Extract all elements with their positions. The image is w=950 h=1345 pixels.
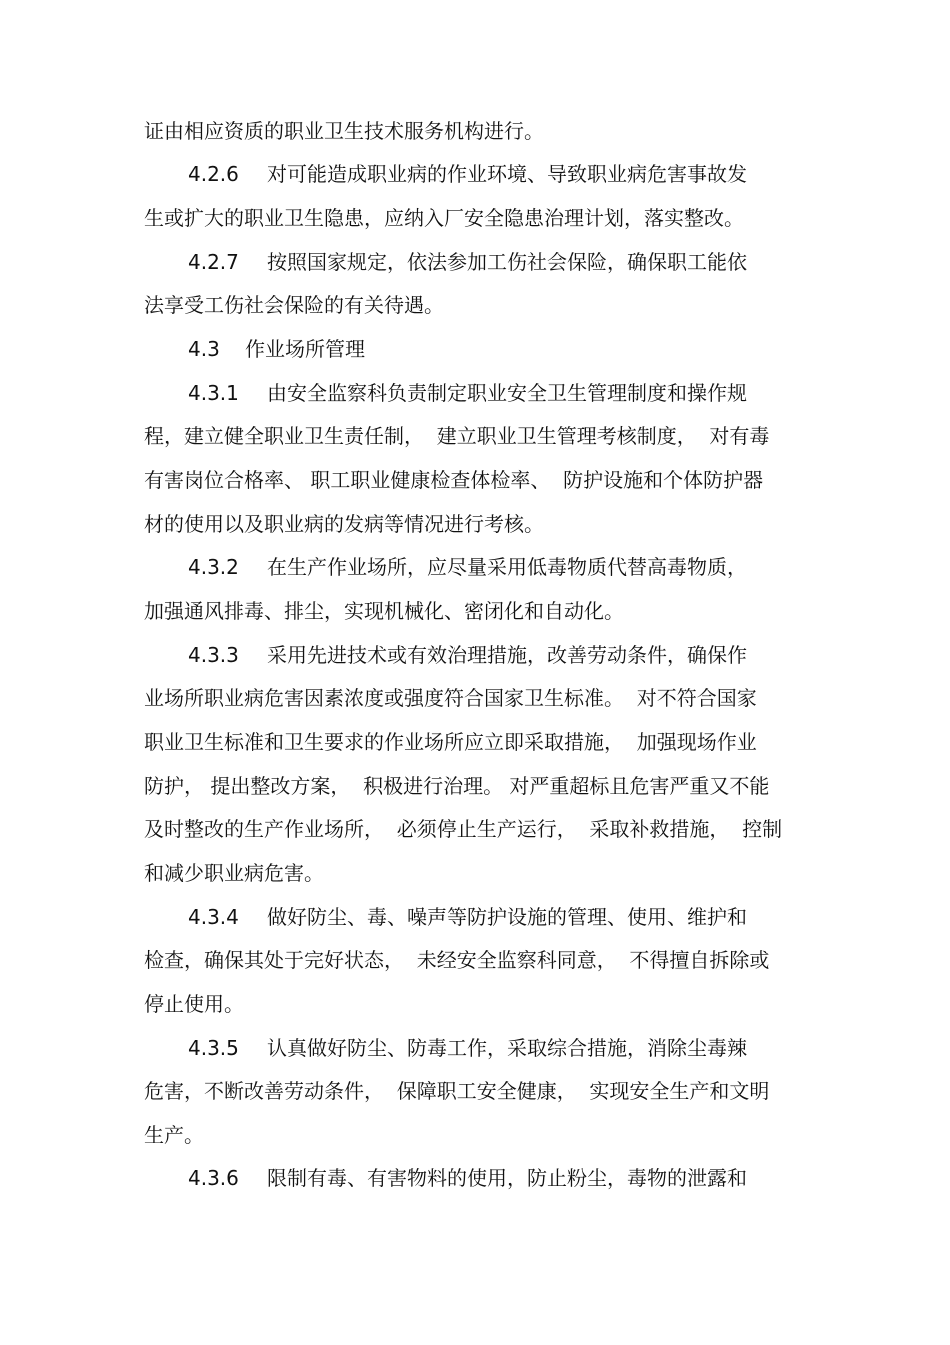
section-number: 4.3 xyxy=(188,337,220,361)
line-text: 职业卫生标准和卫生要求的作业场所应立即采取措施， 加强现场作业 xyxy=(144,730,757,754)
text-line xyxy=(0,116,950,146)
line-text: 有害岗位合格率、 职工职业健康检查体检率、 防护设施和个体防护器 xyxy=(144,468,764,492)
clause-number: 4.3.6 xyxy=(188,1166,239,1190)
text-line xyxy=(0,596,950,626)
clause-4-3-2 xyxy=(0,552,950,582)
clause-4-3-6 xyxy=(0,1163,950,1193)
clause-4-2-6 xyxy=(0,159,950,189)
line-text: 危害，不断改善劳动条件， 保障职工安全健康， 实现安全生产和文明 xyxy=(144,1079,770,1103)
text-line xyxy=(0,814,950,844)
clause-4-2-7 xyxy=(0,247,950,277)
text-line xyxy=(0,509,950,539)
line-text: 加强通风排毒、排尘，实现机械化、密闭化和自动化。 xyxy=(144,599,624,623)
clause-number: 4.3.3 xyxy=(188,643,239,667)
clause-number: 4.2.7 xyxy=(188,250,239,274)
clause-number: 4.3.2 xyxy=(188,555,239,579)
line-text: 防护， 提出整改方案， 积极进行治理。 对严重超标且危害严重又不能 xyxy=(144,774,770,798)
clause-number: 4.3.5 xyxy=(188,1036,239,1060)
line-text: 生或扩大的职业卫生隐患，应纳入厂安全隐患治理计划，落实整改。 xyxy=(144,206,744,230)
text-line xyxy=(0,1076,950,1106)
section-heading-4-3 xyxy=(0,334,950,364)
text-line xyxy=(0,945,950,975)
line-text: 采用先进技术或有效治理措施，改善劳动条件，确保作 xyxy=(267,643,747,667)
line-text: 证由相应资质的职业卫生技术服务机构进行。 xyxy=(144,119,544,143)
line-text: 业场所职业病危害因素浓度或强度符合国家卫生标准。 对不符合国家 xyxy=(144,686,757,710)
line-text: 及时整改的生产作业场所， 必须停止生产运行， 采取补救措施， 控制 xyxy=(144,817,783,841)
line-text: 按照国家规定，依法参加工伤社会保险，确保职工能依 xyxy=(267,250,747,274)
line-text: 材的使用以及职业病的发病等情况进行考核。 xyxy=(144,512,544,536)
line-text: 检查，确保其处于完好状态， 未经安全监察科同意， 不得擅自拆除或 xyxy=(144,948,770,972)
text-line xyxy=(0,290,950,320)
text-line xyxy=(0,421,950,451)
line-text: 和减少职业病危害。 xyxy=(144,861,324,885)
line-text: 在生产作业场所，应尽量采用低毒物质代替高毒物质， xyxy=(267,555,747,579)
line-text: 生产。 xyxy=(144,1123,204,1147)
text-line xyxy=(0,771,950,801)
text-line xyxy=(0,858,950,888)
clause-4-3-5 xyxy=(0,1033,950,1063)
text-line xyxy=(0,727,950,757)
text-line xyxy=(0,465,950,495)
clause-4-3-1 xyxy=(0,378,950,408)
line-text: 对可能造成职业病的作业环境、导致职业病危害事故发 xyxy=(267,162,747,186)
text-line xyxy=(0,1120,950,1150)
line-text: 停止使用。 xyxy=(144,992,244,1016)
line-text: 做好防尘、毒、噪声等防护设施的管理、使用、维护和 xyxy=(267,905,747,929)
clause-number: 4.3.1 xyxy=(188,381,239,405)
line-text: 程，建立健全职业卫生责任制， 建立职业卫生管理考核制度， 对有毒 xyxy=(144,424,770,448)
clause-4-3-4 xyxy=(0,902,950,932)
line-text: 由安全监察科负责制定职业安全卫生管理制度和操作规 xyxy=(267,381,747,405)
line-text: 法享受工伤社会保险的有关待遇。 xyxy=(144,293,444,317)
clause-number: 4.3.4 xyxy=(188,905,239,929)
clause-number: 4.2.6 xyxy=(188,162,239,186)
line-text: 限制有毒、有害物料的使用，防止粉尘，毒物的泄露和 xyxy=(267,1166,747,1190)
section-title: 作业场所管理 xyxy=(245,337,365,361)
text-line xyxy=(0,203,950,233)
text-line xyxy=(0,683,950,713)
line-text: 认真做好防尘、防毒工作，采取综合措施，消除尘毒辣 xyxy=(267,1036,747,1060)
clause-4-3-3 xyxy=(0,640,950,670)
text-line xyxy=(0,989,950,1019)
